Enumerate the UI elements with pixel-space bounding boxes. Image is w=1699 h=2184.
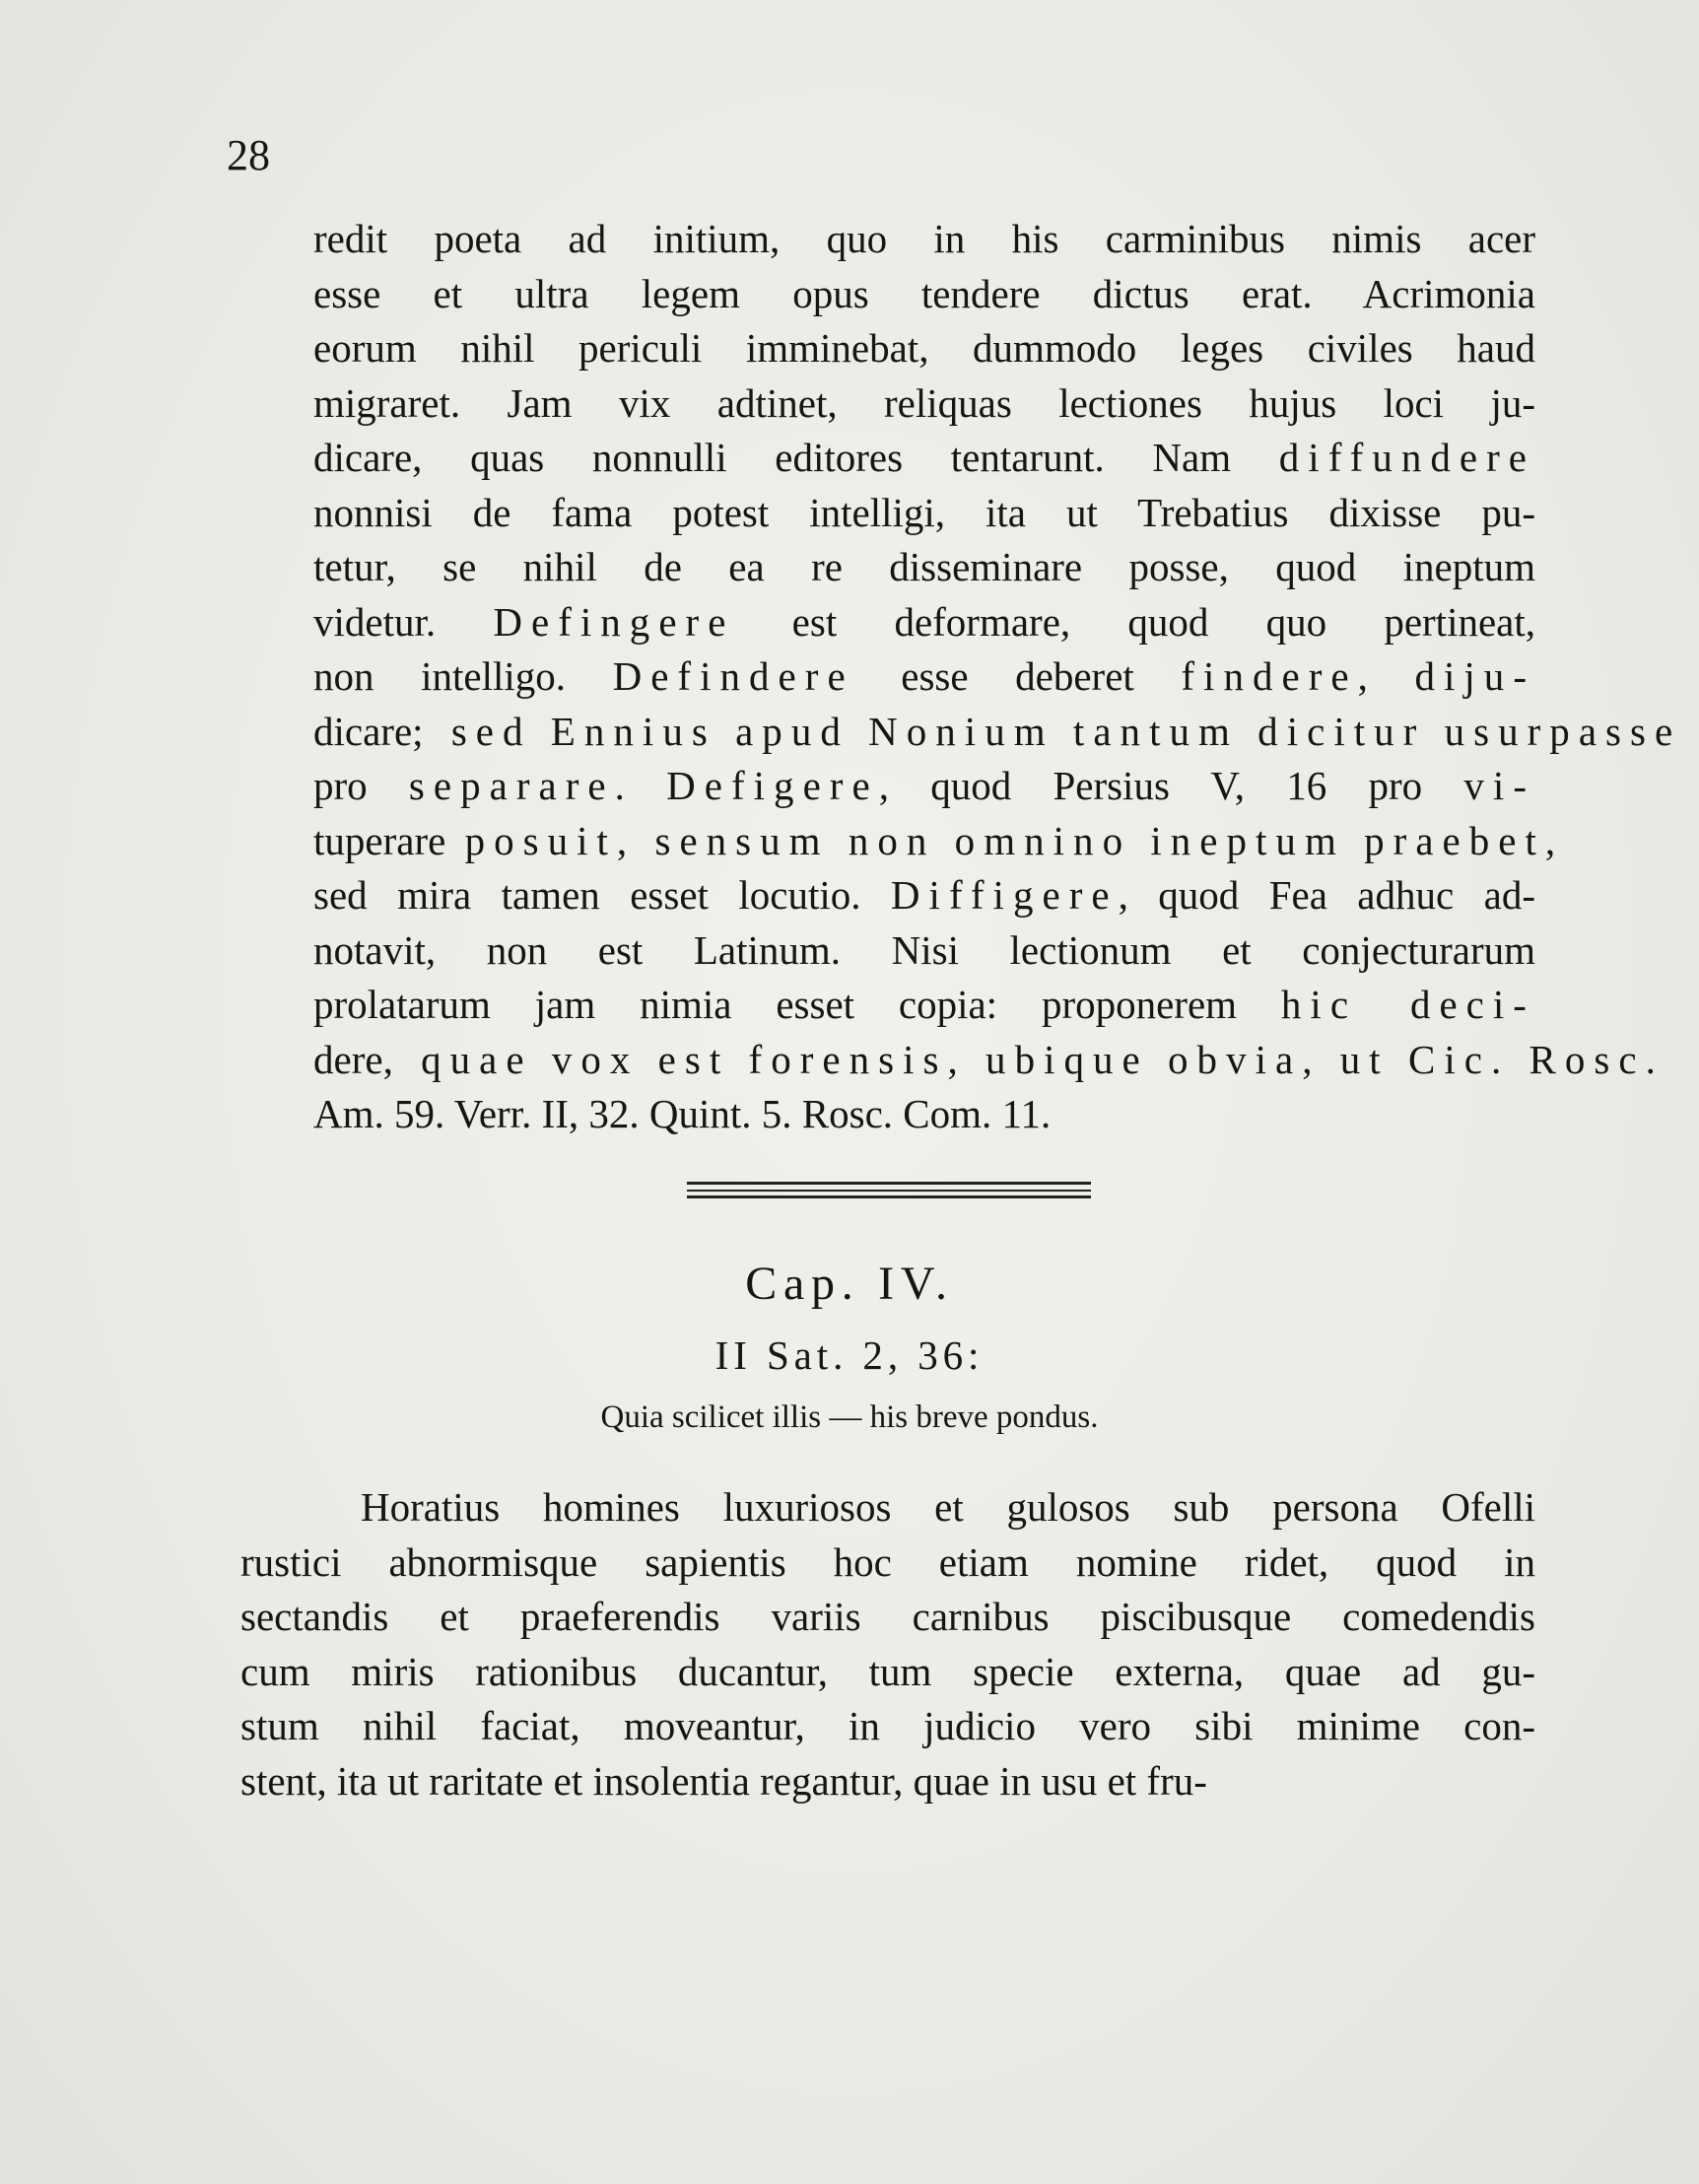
text-segment: , quod Persius V, 16 pro xyxy=(878,763,1464,808)
spaced-emphasis: vi- xyxy=(1463,763,1535,808)
satire-reference: II Sat. 2, 36: xyxy=(714,1332,985,1378)
text-segment: notavit, non est Latinum. Nisi lectionum et conjecturarum xyxy=(313,926,1535,973)
paragraph-1 xyxy=(313,212,1682,1142)
text-line xyxy=(313,595,1535,650)
text-segment: rustici abnormisque sapientis hoc etiam nomine ridet, quod in xyxy=(240,1538,1535,1585)
spaced-emphasis: hic deci- xyxy=(1280,982,1535,1027)
text-line xyxy=(313,212,1535,267)
text-line xyxy=(313,759,1535,814)
text-line xyxy=(313,540,1535,595)
spaced-emphasis: diffundere xyxy=(1278,435,1535,480)
text-segment: tetur, se nihil de ea re disseminare posse, quod ineptum xyxy=(313,544,1535,589)
text-segment: videtur. xyxy=(313,598,494,645)
text-segment: non intelligo. xyxy=(313,653,613,699)
text-line xyxy=(313,431,1535,486)
text-segment: esse et ultra legem opus tendere dictus erat. Acrimonia xyxy=(313,270,1535,316)
spaced-emphasis: , quae vox est forensis, ubique obvia, ut Cic. Rosc. xyxy=(382,1036,1665,1082)
text-line xyxy=(313,376,1535,432)
text-segment: , quod Fea adhuc ad- xyxy=(1118,872,1535,918)
text-segment: prolatarum jam nimia esset copia: proponerem xyxy=(313,982,1281,1027)
section-divider-rule-bottom xyxy=(687,1195,1091,1198)
text-line xyxy=(313,978,1535,1033)
text-segment: pro xyxy=(313,763,409,808)
section-divider-rule-middle xyxy=(687,1190,1091,1192)
text-line xyxy=(313,267,1535,322)
spaced-emphasis: Defingere xyxy=(493,598,735,645)
spaced-emphasis: posuit, sensum non omnino ineptum praebet, xyxy=(445,817,1565,863)
text-line xyxy=(313,868,1535,923)
text-line xyxy=(240,1645,1535,1700)
text-line xyxy=(313,1033,1665,1088)
text-segment: dere xyxy=(313,1036,383,1082)
text-line xyxy=(313,321,1535,376)
page-number: 28 xyxy=(227,131,270,179)
spaced-emphasis: Defindere xyxy=(612,653,854,699)
text-line xyxy=(313,1087,1535,1142)
text-segment: sectandis et praeferendis variis carnibus piscibusque comedendis xyxy=(240,1594,1535,1639)
text-line xyxy=(240,1590,1535,1645)
text-line xyxy=(313,486,1535,541)
text-line xyxy=(313,923,1535,979)
spaced-emphasis: diju- xyxy=(1414,653,1535,699)
text-segment: tuperare xyxy=(313,817,446,863)
text-segment: nonnisi de fama potest intelligi, ita ut Trebatius dixisse pu- xyxy=(313,489,1535,535)
spaced-emphasis: Defigere xyxy=(666,763,879,808)
spaced-emphasis: separare xyxy=(408,763,615,808)
text-segment: sed mira tamen esset locutio. xyxy=(313,872,891,918)
paragraph-2 xyxy=(240,1480,1535,1809)
text-segment: Am. 59. Verr. II, 32. Quint. 5. Rosc. Com. 11. xyxy=(313,1091,1052,1136)
spaced-emphasis: ; sed Ennius apud Nonium tantum dicitur usurpasse xyxy=(412,708,1682,754)
text-line xyxy=(240,1754,1535,1809)
text-line xyxy=(240,1699,1535,1754)
text-line xyxy=(313,814,1565,869)
chapter-heading: Cap. IV. xyxy=(745,1258,954,1310)
text-segment: cum miris rationibus ducantur, tum specie externa, quae ad gu- xyxy=(240,1648,1535,1694)
text-line xyxy=(240,1536,1535,1591)
text-segment: Horatius homines luxuriosos et gulosos sub persona Ofelli xyxy=(361,1484,1535,1530)
text-segment: esse deberet xyxy=(853,653,1182,699)
text-segment: stent, ita ut raritate et insolentia regantur, quae in usu et fru- xyxy=(240,1757,1207,1804)
text-segment: est deformare, quod quo pertineat, xyxy=(734,598,1535,645)
text-segment: dicare, quas nonnulli editores tentarunt. Nam xyxy=(313,435,1279,480)
text-line xyxy=(240,1480,1535,1536)
text-segment: redit poeta ad initium, quo in his carminibus nimis acer xyxy=(313,216,1535,261)
text-line xyxy=(313,649,1535,705)
text-segment: . xyxy=(614,763,667,808)
text-segment: dicare xyxy=(313,708,413,754)
spaced-emphasis: Diffigere xyxy=(890,872,1119,918)
quoted-verse: Quia scilicet illis — his breve pondus. xyxy=(600,1399,1099,1435)
spaced-emphasis: findere xyxy=(1181,653,1358,699)
text-segment: eorum nihil periculi imminebat, dummodo leges civiles haud xyxy=(313,325,1535,371)
text-segment: migraret. Jam vix adtinet, reliquas lectiones hujus loci ju- xyxy=(313,379,1535,426)
text-segment: , xyxy=(1357,653,1415,699)
text-segment: stum nihil faciat, moveantur, in judicio vero sibi minime con- xyxy=(240,1703,1535,1748)
section-divider-rule-top xyxy=(687,1182,1091,1185)
text-line xyxy=(313,705,1682,760)
